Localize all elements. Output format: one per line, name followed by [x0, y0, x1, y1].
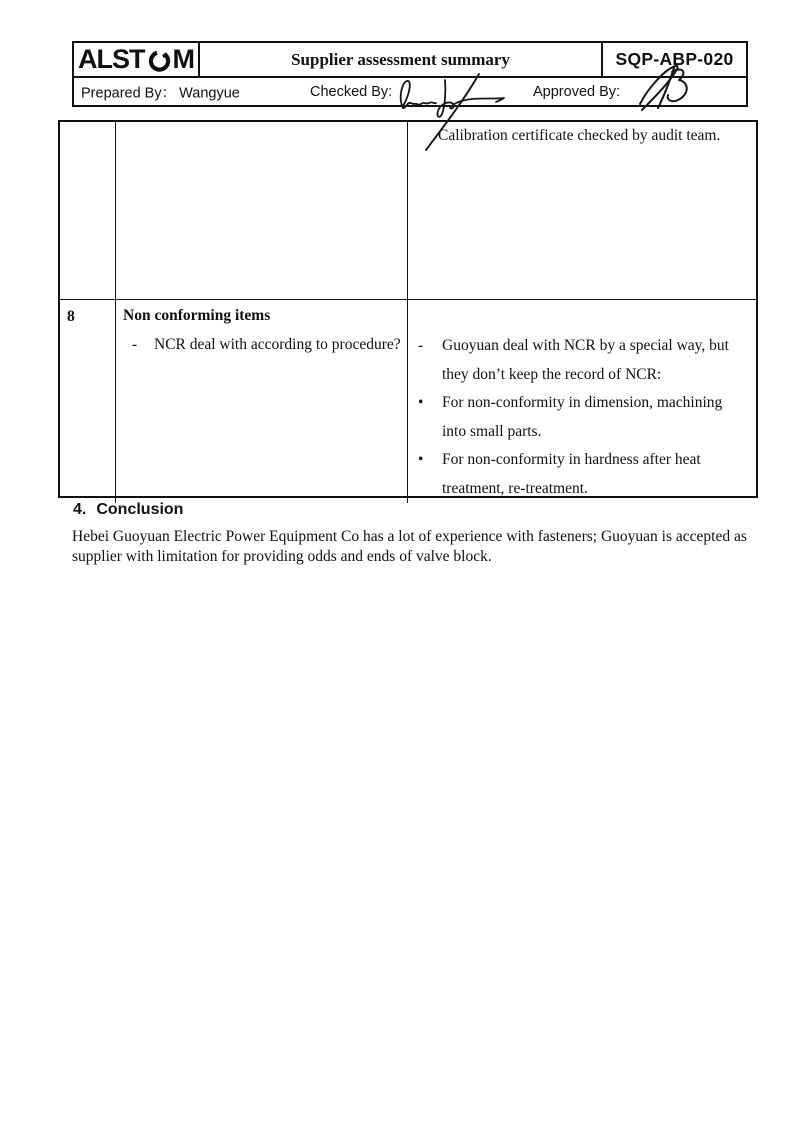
doc-title: Supplier assessment summary	[291, 49, 510, 69]
conclusion-body: Hebei Guoyuan Electric Power Equipment Co has a lot of experience with fasteners; Guoyuan is accepted as supplier with limitation for providing odds and ends of valve block.	[72, 528, 747, 565]
answer-item	[418, 446, 748, 503]
logo-cell	[74, 43, 200, 78]
approved-by-label: Approved By:	[533, 83, 621, 100]
header-table	[72, 41, 748, 107]
conclusion-heading	[73, 501, 183, 519]
signature-row	[74, 78, 746, 105]
carryover-answer-text: Calibration certificate checked by audit team.	[438, 127, 721, 144]
carryover-answer-cell	[408, 122, 756, 300]
answer-item	[418, 332, 748, 389]
code-cell	[603, 43, 746, 78]
answer-text: Guoyuan deal with NCR by a special way, but they don’t keep the record of NCR:	[442, 337, 729, 383]
checked-by-label: Checked By:	[310, 83, 393, 100]
prepared-by-value: Wangyue	[179, 85, 240, 101]
alstom-o-swirl-icon	[146, 47, 173, 74]
answer-text: For non-conformity in dimension, machining into small parts.	[442, 394, 723, 440]
alstom-logo	[78, 45, 194, 74]
question-text: NCR deal with according to procedure?	[154, 335, 401, 353]
item8-number-cell	[60, 300, 116, 503]
item8-answer-cell	[408, 300, 756, 503]
conclusion-number: 4.	[73, 501, 87, 518]
dash-marker: -	[418, 337, 424, 354]
item-title: Non conforming items	[123, 307, 271, 324]
answer-item	[418, 389, 748, 446]
assessment-table	[58, 120, 758, 498]
answer-text: For non-conformity in hardness after heat treatment, re-treatment.	[442, 451, 701, 497]
question-item	[132, 331, 405, 360]
prepared-by	[81, 81, 240, 102]
bullet-marker: •	[418, 394, 424, 411]
item-number: 8	[67, 308, 75, 325]
doc-code: SQP-ABP-020	[615, 49, 734, 69]
dash-marker: -	[132, 335, 138, 353]
logo-text-left: ALST	[78, 44, 145, 74]
carryover-number-cell	[60, 122, 116, 300]
item8-question-cell	[116, 300, 408, 503]
prepared-by-label: Prepared By：	[81, 85, 177, 101]
title-cell	[200, 43, 603, 78]
carryover-question-cell	[116, 122, 408, 300]
logo-text-right: M	[172, 44, 194, 74]
conclusion-title: Conclusion	[96, 501, 184, 518]
bullet-marker: •	[418, 451, 424, 468]
